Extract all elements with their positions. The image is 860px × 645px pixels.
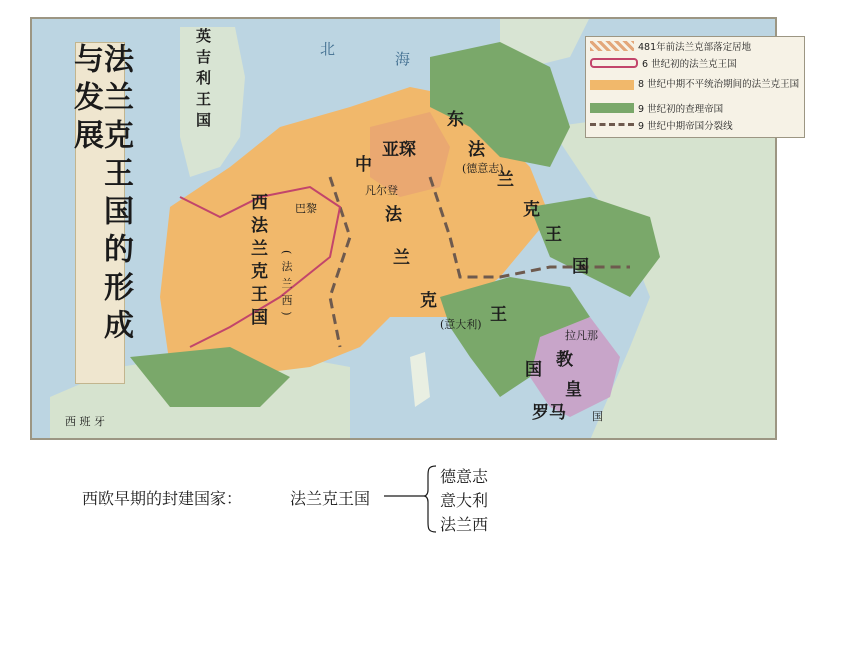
label-england: 英吉利王国 xyxy=(194,28,212,133)
legend-label: 8 世纪中期不平统治期间的法兰克王国 xyxy=(638,78,800,90)
label-middle-6: 国 xyxy=(525,360,542,380)
map-legend xyxy=(585,36,805,138)
label-paris: 巴黎 xyxy=(295,202,317,215)
label-middle-3: 兰 xyxy=(393,248,410,268)
label-east-5: 王 xyxy=(545,225,562,245)
legend-label: 9 世纪初的查理帝国 xyxy=(638,103,724,115)
label-rome: 罗马 xyxy=(532,403,566,423)
label-papal-1: 教 xyxy=(556,350,573,370)
label-germany-note: (德意志) xyxy=(462,162,504,175)
caption-branch-2: 意大利 xyxy=(440,491,489,510)
label-west-francia-note: (法兰西) xyxy=(280,250,293,322)
legend-swatch xyxy=(590,103,634,113)
legend-item xyxy=(586,37,804,54)
label-spain: 西 班 牙 xyxy=(65,415,105,428)
map-title-text: 法兰克王国的形成与发展 xyxy=(68,43,133,347)
label-east-3: 兰 xyxy=(497,170,514,190)
label-east-1: 东 xyxy=(447,110,464,130)
map-title xyxy=(68,42,133,384)
caption-bracket xyxy=(384,462,444,537)
label-papal-2: 皇 xyxy=(565,380,582,400)
legend-item xyxy=(586,54,804,71)
label-middle-5: 王 xyxy=(490,305,507,325)
caption-heading: 西欧早期的封建国家： xyxy=(82,489,243,508)
legend-label: 481年前法兰克部落定居地 xyxy=(638,41,752,53)
legend-swatch xyxy=(590,58,638,68)
caption-branch-3: 法兰西 xyxy=(440,515,489,534)
caption-branch-1: 德意志 xyxy=(440,467,489,486)
label-papal-3: 国 xyxy=(592,410,603,423)
legend-item xyxy=(586,71,804,99)
label-verdun: 凡尔登 xyxy=(365,184,398,197)
legend-label: 6 世纪初的法兰克王国 xyxy=(642,58,737,70)
label-north-sea-1: 北 xyxy=(320,40,336,58)
label-middle-1: 中 xyxy=(355,155,372,175)
label-east-6: 国 xyxy=(572,257,589,277)
map-figure xyxy=(30,17,800,440)
legend-label: 9 世纪中期帝国分裂线 xyxy=(638,120,733,132)
label-middle-2: 法 xyxy=(385,205,402,225)
legend-swatch xyxy=(590,41,634,51)
legend-swatch xyxy=(590,80,634,90)
caption-root: 法兰克王国 xyxy=(290,489,371,508)
legend-swatch xyxy=(590,123,634,126)
label-east-4: 克 xyxy=(523,200,540,220)
label-ravenna: 拉凡那 xyxy=(565,329,598,342)
legend-item xyxy=(586,99,804,116)
label-north-sea-2: 海 xyxy=(395,50,411,68)
label-west-francia: 西法兰克王国 xyxy=(247,193,267,331)
label-east-2: 法 xyxy=(468,140,485,160)
label-aachen: 亚琛 xyxy=(382,140,416,160)
legend-item xyxy=(586,116,804,133)
label-italy-note: (意大利) xyxy=(440,318,482,331)
label-middle-4: 克 xyxy=(420,291,437,311)
